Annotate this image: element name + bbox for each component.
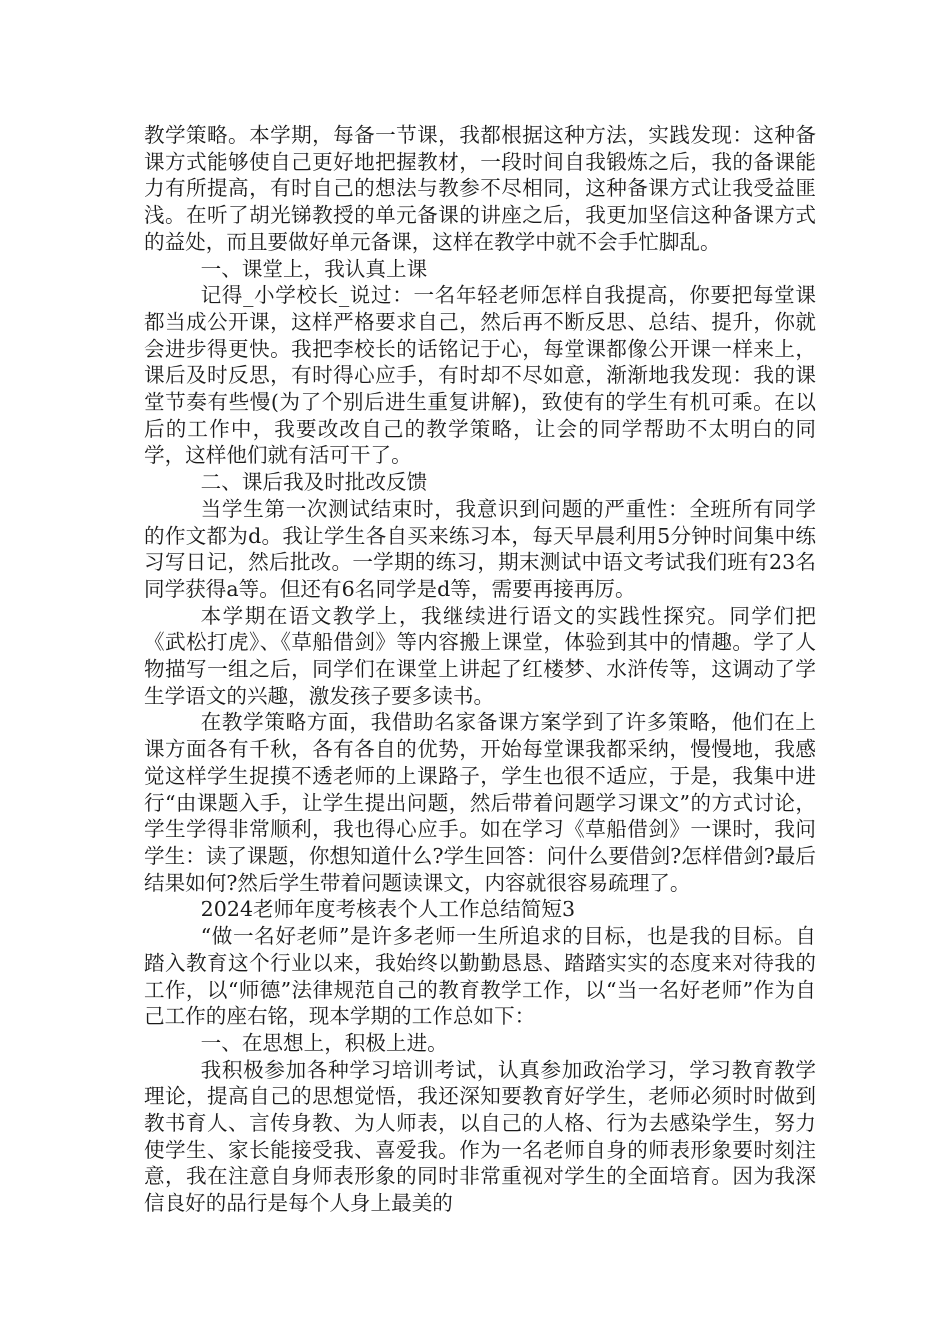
paragraph-4: 本学期在语文教学上，我继续进行语文的实践性探究。同学们把《武松打虎》、《草船借剑》等内容搬上课堂，体验到其中的情趣。学了人物描写一组之后，同学们在课堂上讲起了红楼梦、水浒传等，这调动了学生学语文的兴趣，激发孩子要多读书。: [144, 603, 816, 708]
heading-thought: 一、在思想上，积极上进。: [200, 1030, 448, 1055]
paragraph-3: 当学生第一次测试结束时，我意识到问题的严重性：全班所有同学的作文都为d。我让学生各自买来练习本，每天早晨利用5分钟时间集中练习写日记，然后批改。一学期的练习，期末测试中语文考试我们班有23名同学获得a等。但还有6名同学是d等，需要再接再厉。: [144, 496, 816, 601]
paragraph-5: 在教学策略方面，我借助名家备课方案学到了许多策略，他们在上课方面各有千秋，各有各自的优势，开始每堂课我都采纳，慢慢地，我感觉这样学生捉摸不透老师的上课路子，学生也很不适应，于是，我集中进行“由课题入手，让学生提出问题，然后带着问题学习课文”的方式讨论，学生学得非常顺利，我也得心应手。如在学习《草船借剑》一课时，我问学生：读了课题，你想知道什么?学生回答：问什么要借剑?怎样借剑?最后结果如何?然后学生带着问题读课文，内容就很容易疏理了。: [144, 710, 816, 895]
heading-classroom: 一、课堂上，我认真上课: [200, 256, 428, 281]
paragraph-7: 我积极参加各种学习培训考试，认真参加政治学习，学习教育教学理论，提高自己的思想觉悟，我还深知要教育好学生，老师必须时时做到教书育人、言传身教、为人师表，以自己的人格、行为去感染学生，努力使学生、家长能接受我、喜爱我。作为一名老师自身的师表形象要时刻注意，我在注意自身师表形象的同时非常重视对学生的全面培育。因为我深信良好的品行是每个人身上最美的: [144, 1057, 816, 1216]
document-page: [144, 122, 816, 1217]
heading-feedback: 二、课后我及时批改反馈: [200, 470, 428, 495]
paragraph-2: 记得_小学校长_说过：一名年轻老师怎样自我提高，你要把每堂课都当成公开课，这样严格要求自己，然后再不断反思、总结、提升，你就会进步得更快。我把李校长的话铭记于心，每堂课都像公开课一样来上，课后及时反思，有时得心应手，有时却不尽如意，渐渐地我发现：我的课堂节奏有些慢(为了个别后进生重复讲解)，致使有的学生有机可乘。在以后的工作中，我要改改自己的教学策略，让会的同学帮助不太明白的同学，这样他们就有活可干了。: [144, 283, 816, 468]
paragraph-1: 教学策略。本学期，每备一节课，我都根据这种方法，实践发现：这种备课方式能够使自己更好地把握教材，一段时间自我锻炼之后，我的备课能力有所提高，有时自己的想法与教参不尽相同，这种备课方式让我受益匪浅。在听了胡光锑教授的单元备课的讲座之后，我更加坚信这种备课方式的益处，而且要做好单元备课，这样在教学中就不会手忙脚乱。: [144, 123, 816, 254]
paragraph-6: “做一名好老师”是许多老师一生所追求的目标，也是我的目标。自踏入教育这个行业以来，我始终以勤勤恳恳、踏踏实实的态度来对待我的工作，以“师德”法律规范自己的教育教学工作，以“当一名好老师”作为自己工作的座右铭，现本学期的工作总如下：: [144, 924, 817, 1029]
section-title: 2024老师年度考核表个人工作总结简短3: [200, 897, 576, 922]
